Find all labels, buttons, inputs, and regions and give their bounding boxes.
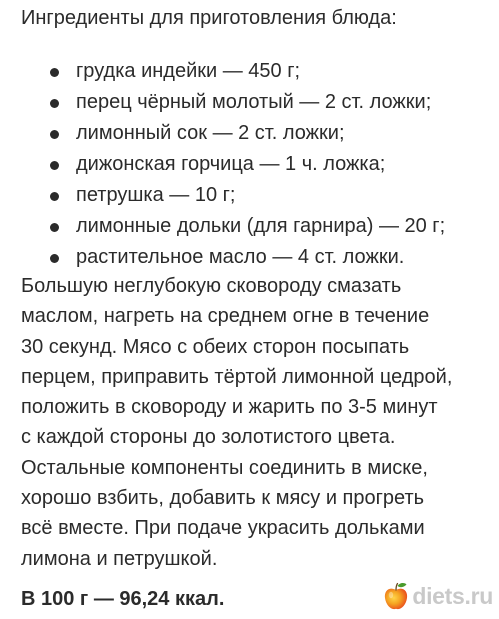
watermark-text: diets.ru — [412, 583, 493, 609]
ingredient-text: растительное масло — 4 ст. ложки. — [76, 246, 405, 268]
cooking-instructions: Большую неглубокую сковороду смазать маслом, нагреть на среднем огне в течение 30 секунд. Мясо с обеих сторон посыпать перцем, приправить тёртой лимонной цедрой, положить в сковороду и жарить по 3-5 минут с каждой стороны до золотистого цвета. Остальные компоненты соединить в миске, хорошо взбить, добавить к мясу и прогреть всё вместе. При подаче украсить дольками лимона и петрушкой. — [21, 275, 453, 570]
bullet-icon — [50, 130, 59, 139]
ingredients-list — [0, 56, 445, 273]
list-item — [0, 87, 445, 118]
bullet-icon — [50, 254, 59, 263]
list-item — [0, 149, 445, 180]
calorie-info: В 100 г — 96,24 ккал. — [21, 588, 225, 610]
apple-icon — [383, 581, 409, 611]
bullet-icon — [50, 68, 59, 77]
list-item — [0, 118, 445, 149]
bullet-icon — [50, 99, 59, 108]
diets-watermark — [383, 580, 493, 612]
bullet-icon — [50, 223, 59, 232]
ingredient-text: дижонская горчица — 1 ч. ложка; — [76, 153, 386, 175]
list-item — [0, 211, 445, 242]
ingredients-heading: Ингредиенты для приготовления блюда: — [21, 7, 397, 29]
bullet-icon — [50, 192, 59, 201]
list-item — [0, 242, 445, 273]
ingredient-text: петрушка — 10 г; — [76, 184, 236, 206]
ingredient-text: лимонные дольки (для гарнира) — 20 г; — [76, 215, 446, 237]
ingredient-text: лимонный сок — 2 ст. ложки; — [76, 122, 345, 144]
bullet-icon — [50, 161, 59, 170]
ingredient-text: перец чёрный молотый — 2 ст. ложки; — [76, 91, 432, 113]
ingredient-text: грудка индейки — 450 г; — [76, 60, 301, 82]
list-item — [0, 180, 445, 211]
list-item — [0, 56, 445, 87]
